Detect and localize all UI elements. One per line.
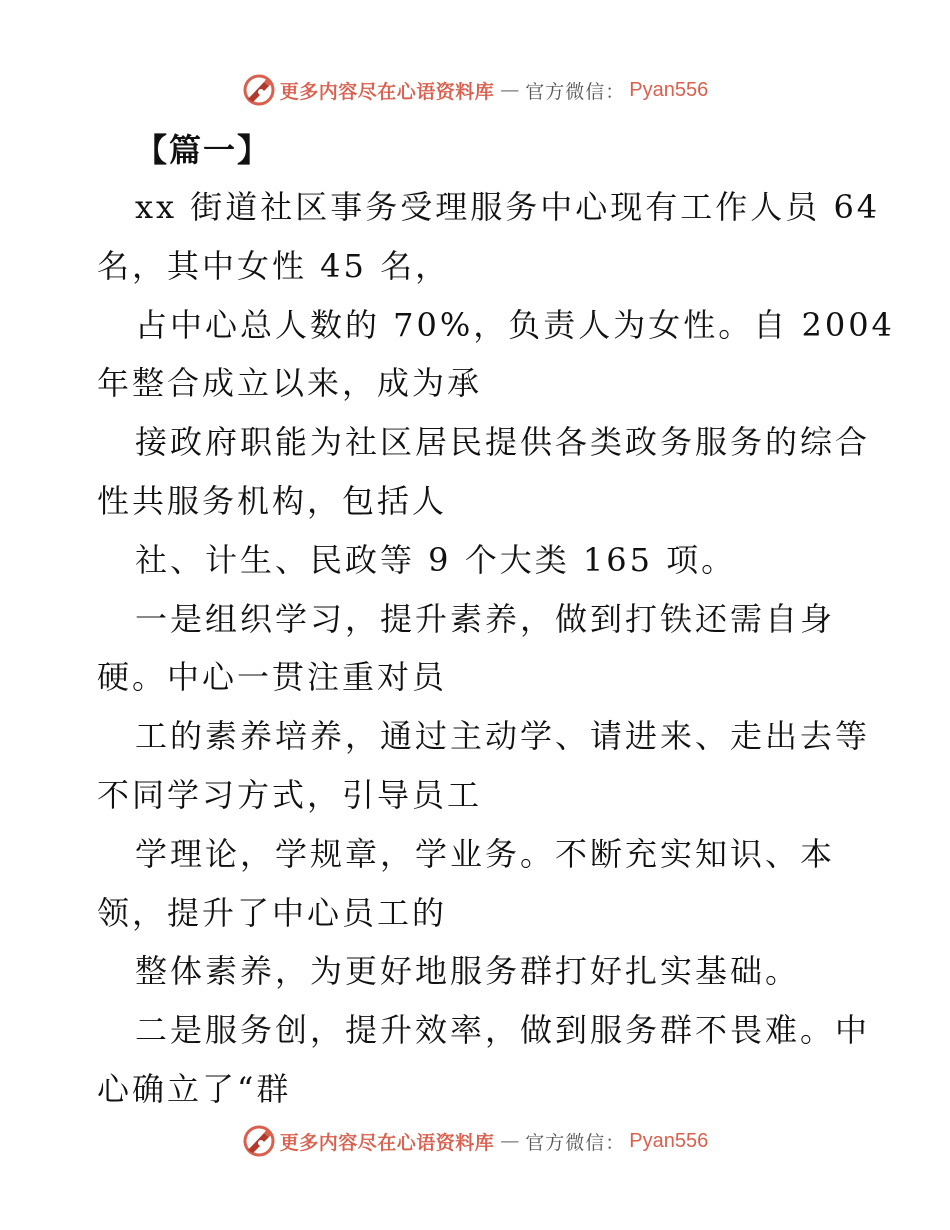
wechat-label: 官方微信：	[525, 80, 626, 103]
paragraph	[97, 942, 857, 1001]
paragraph	[97, 825, 857, 943]
footer-banner	[0, 1121, 950, 1161]
paragraph-line: 性共服务机构，包括人	[97, 481, 448, 520]
paragraph-line: 二是服务创，提升效率，做到服务群不畏难。中	[135, 1011, 871, 1050]
banner-separator: —	[500, 1130, 520, 1152]
banner-separator: —	[500, 79, 520, 101]
paragraph	[97, 590, 857, 708]
resource-library-link[interactable]: 更多内容尽在心语资料库	[279, 80, 495, 103]
resource-library-link[interactable]: 更多内容尽在心语资料库	[279, 1131, 495, 1154]
section-heading: 【篇一】	[135, 131, 272, 169]
paragraph-line: 心确立了“群	[97, 1069, 292, 1108]
paragraph-line: 工的素养培养，通过主动学、请进来、走出去等	[135, 717, 871, 756]
paragraph-line: 名，其中女性 45 名，	[97, 246, 451, 285]
paragraph	[97, 531, 857, 590]
paragraph-line: 硬。中心一贯注重对员	[97, 658, 448, 697]
paragraph-list	[97, 178, 895, 1119]
pen-logo-icon	[242, 73, 276, 107]
paragraph-line: 一是组织学习，提升素养，做到打铁还需自身	[135, 599, 836, 638]
wechat-label: 官方微信：	[525, 1131, 626, 1154]
paragraph-line: 年整合成立以来，成为承	[97, 364, 483, 403]
paragraph-line: 占中心总人数的 70%，负责人为女性。自 2004	[135, 305, 895, 344]
paragraph-line: 领，提升了中心员工的	[97, 893, 448, 932]
paragraph	[97, 413, 871, 531]
paragraph	[97, 178, 881, 296]
pen-logo-icon	[242, 1124, 276, 1158]
paragraph	[97, 296, 895, 414]
paragraph-line: xx 街道社区事务受理服务中心现有工作人员 64	[135, 188, 881, 226]
wechat-handle: Pyan556	[629, 1129, 709, 1152]
paragraph-line: 学理论，学规章，学业务。不断充实知识、本	[135, 834, 836, 873]
header-banner	[0, 70, 950, 110]
wechat-handle: Pyan556	[629, 78, 709, 101]
paragraph	[97, 1001, 871, 1119]
paragraph-line: 整体素养，为更好地服务群打好扎实基础。	[135, 952, 801, 991]
document-body	[97, 122, 895, 1119]
paragraph-line: 社、计生、民政等 9 个大类 165 项。	[135, 540, 737, 579]
paragraph-line: 接政府职能为社区居民提供各类政务服务的综合	[135, 423, 871, 462]
paragraph-line: 不同学习方式，引导员工	[97, 775, 483, 814]
paragraph	[97, 707, 871, 825]
